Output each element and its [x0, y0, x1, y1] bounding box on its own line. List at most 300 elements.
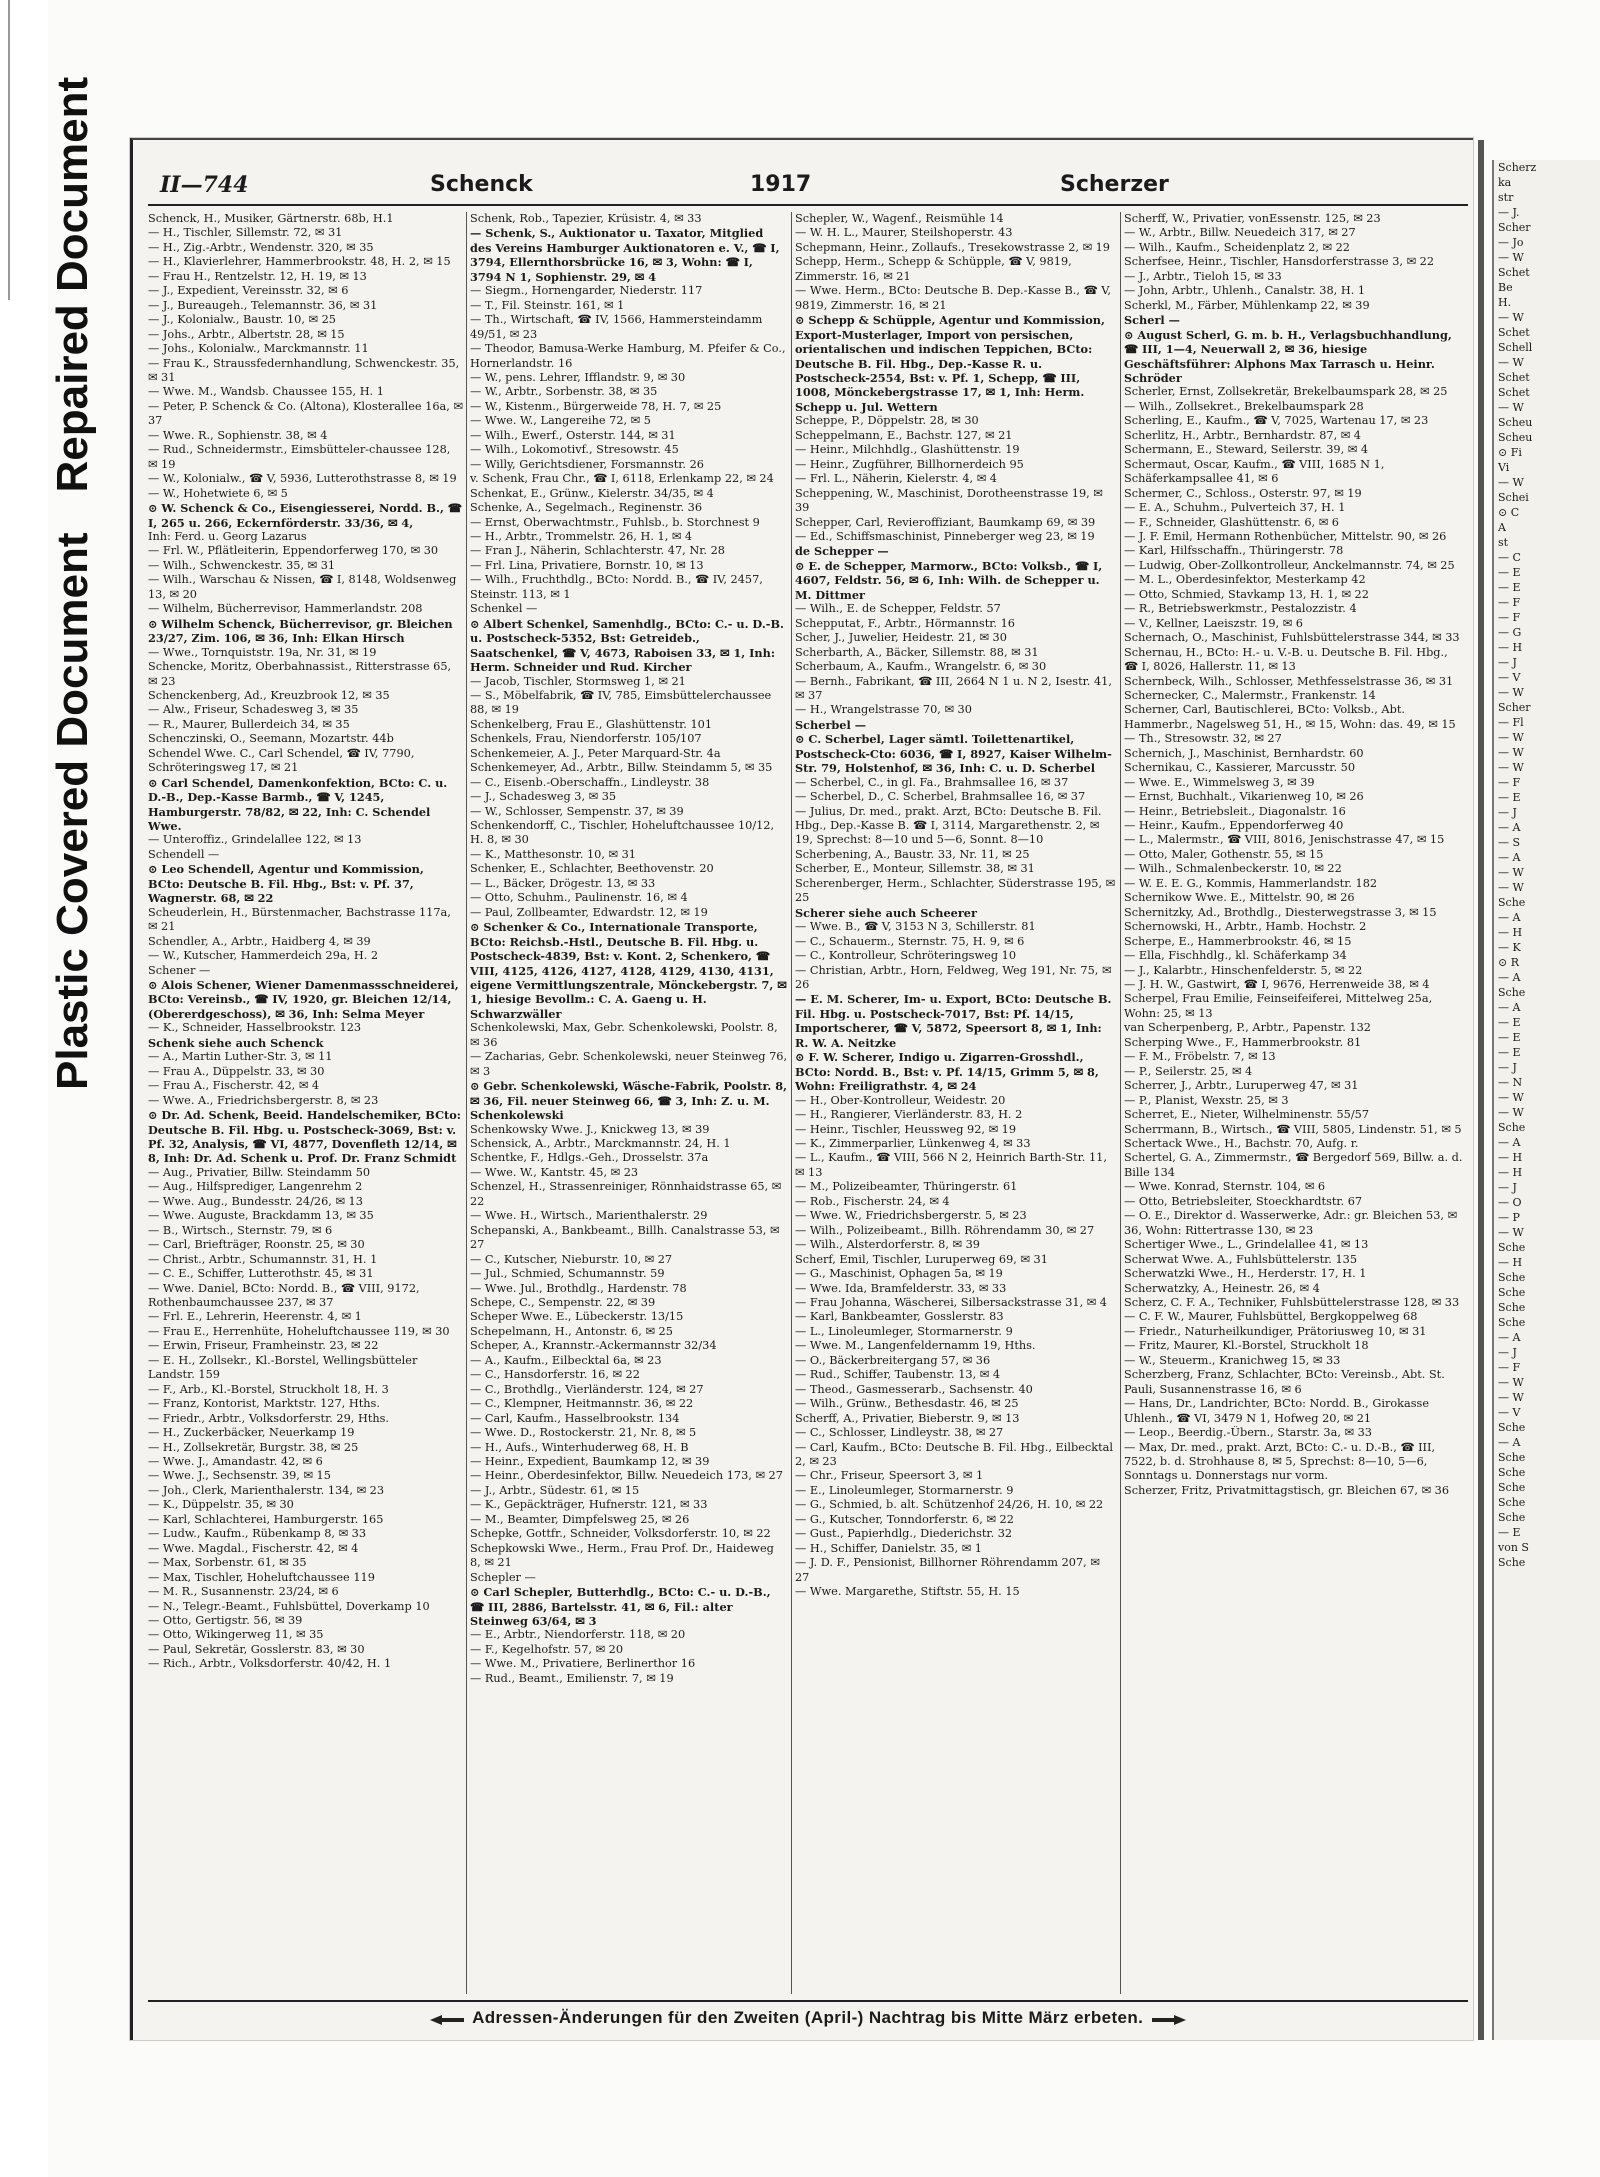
- adjacent-page-fragment-line: str: [1498, 191, 1514, 204]
- directory-entry: — Wwe. Aug., Bundesstr. 24/26, ✉ 13: [148, 1194, 363, 1208]
- directory-entry: Schenk siehe auch Schenck: [148, 1035, 324, 1050]
- adjacent-page-fragment-line: Sche: [1498, 1496, 1526, 1509]
- directory-entry: — Alw., Friseur, Schadesweg 3, ✉ 35: [148, 703, 359, 717]
- directory-entry: — Scherbel, C., in gl. Fa., Brahmsallee 16, ✉ 37: [795, 775, 1069, 789]
- adjacent-page-fragment-line: — W: [1498, 881, 1524, 894]
- directory-entry: — B., Wirtsch., Sternstr. 79, ✉ 6: [148, 1223, 333, 1237]
- directory-entry: — Ella, Fischhdlg., kl. Schäferkamp 34: [1124, 949, 1347, 963]
- directory-entry: Scherff, W., Privatier, vonEssenstr. 125, ✉ 23: [1124, 212, 1381, 225]
- directory-entry: Scherner, Carl, Bautischlerei, BCto: Volksb., Abt. Hammerbr., Nagelsweg 51, H., ✉ 15, Wohn: das. 49, ✉ 15: [1124, 703, 1456, 731]
- directory-entry: — J., Expedient, Vereinsstr. 32, ✉ 6: [148, 284, 349, 298]
- directory-entry: Schernitzky, Ad., Brothdlg., Diesterwegstrasse 3, ✉ 15: [1124, 905, 1437, 919]
- directory-entry: Schepler —: [470, 1570, 536, 1584]
- directory-entry: — Wwe. Daniel, BCto: Nordd. B., ☎ VIII, 9172, Rothenbaumchaussee 237, ✉ 37: [148, 1281, 420, 1309]
- adjacent-page-fragment-line: st: [1498, 536, 1509, 549]
- directory-entry: — Wilh., Alsterdorferstr. 8, ✉ 39: [795, 1238, 980, 1252]
- directory-entry: — H., Rangierer, Vierländerstr. 83, H. 2: [795, 1108, 1023, 1122]
- adjacent-page-fragment-line: ka: [1498, 176, 1512, 189]
- directory-entry: Scherret, E., Nieter, Wilhelminenstr. 55/57: [1124, 1108, 1370, 1122]
- adjacent-page-fragment-line: — J.: [1498, 206, 1520, 219]
- directory-entry: Schenczinski, O., Seemann, Mozartstr. 44b: [148, 732, 394, 746]
- adjacent-page-fragment-line: Schell: [1498, 341, 1533, 354]
- directory-entry: — C. F. W., Maurer, Fuhlsbüttel, Bergkoppelweg 68: [1124, 1310, 1418, 1324]
- directory-entry: — Wilh., Zollsekret., Brekelbaumspark 28: [1124, 399, 1364, 413]
- directory-entry: — Zacharias, Gebr. Schenkolewski, neuer Steinweg 76, ✉ 3: [470, 1050, 788, 1078]
- adjacent-page-fragment-line: Schet: [1498, 266, 1530, 279]
- adjacent-page-fragment-line: — E: [1498, 1031, 1521, 1044]
- directory-entry: — Chr., Friseur, Speersort 3, ✉ 1: [795, 1469, 984, 1483]
- directory-entry: Scheuderlein, H., Bürstenmacher, Bachstrasse 117a, ✉ 21: [148, 905, 451, 934]
- adjacent-page-fragment-line: — S: [1498, 836, 1521, 849]
- directory-entry: — Wwe. D., Rostockerstr. 21, Nr. 8, ✉ 5: [470, 1426, 697, 1440]
- directory-column-1: [148, 212, 463, 1994]
- directory-entry: — M. R., Susannenstr. 23/24, ✉ 6: [148, 1585, 339, 1599]
- directory-entry: Schernikau, C., Kassierer, Marcusstr. 50: [1124, 761, 1356, 775]
- footer-notice: Adressen-Änderungen für den Zweiten (April-) Nachtrag bis Mitte März erbeten.: [472, 2008, 1144, 2027]
- directory-entry: — Karl, Hilfsschaffn., Thüringerstr. 78: [1124, 544, 1344, 558]
- adjacent-page-fragment-line: — H: [1498, 1256, 1523, 1269]
- directory-entry: ⊙ August Scherl, G. m. b. H., Verlagsbuchhandlung, ☎ III, 1—4, Neuerwall 2, ✉ 36, hiesige Geschäftsführer: Alphons Max Tarrasch u. Heinr. Schröder: [1124, 327, 1452, 385]
- directory-entry: Schenck, H., Musiker, Gärtnerstr. 68b, H.1: [148, 212, 394, 225]
- header-year: 1917: [750, 172, 812, 197]
- adjacent-page-fragment-line: Schet: [1498, 386, 1530, 399]
- directory-entry: — S., Möbelfabrik, ☎ IV, 785, Eimsbüttelerchaussee 88, ✉ 19: [470, 688, 772, 717]
- side-banner-text: [48, 77, 98, 1090]
- directory-entry: Inh: Ferd. u. Georg Lazarus: [148, 529, 307, 543]
- directory-entry: — Frl. L., Näherin, Kielerstr. 4, ✉ 4: [795, 472, 997, 486]
- directory-entry: — E. H., Zollsekr., Kl.-Borstel, Wellingsbütteler Landstr. 159: [148, 1353, 418, 1382]
- adjacent-page-fragment-line: Sche: [1498, 1421, 1526, 1434]
- directory-entry: — H., Aufs., Winterhuderweg 68, H. B: [470, 1440, 689, 1454]
- directory-entry: Schepmann, Heinr., Zollaufs., Tresekowstrasse 2, ✉ 19: [795, 240, 1110, 254]
- directory-entry: — Wilh., E. de Schepper, Feldstr. 57: [795, 602, 1001, 616]
- adjacent-page-fragment-line: — E: [1498, 791, 1521, 804]
- footer-rule: [148, 2000, 1468, 2002]
- directory-entry: — C. E., Schiffer, Lutterothstr. 45, ✉ 31: [148, 1267, 374, 1281]
- directory-column-2: [470, 212, 788, 1994]
- directory-entry: — W., Kutscher, Hammerdeich 29a, H. 2: [148, 949, 379, 963]
- directory-entry: — Wwe. H., Wirtsch., Marienthalerstr. 29: [470, 1209, 708, 1223]
- directory-entry: — Carl, Briefträger, Roonstr. 25, ✉ 30: [148, 1238, 365, 1252]
- directory-entry: — Wilh., Ewerf., Osterstr. 144, ✉ 31: [470, 428, 676, 442]
- directory-entry: — F., Arb., Kl.-Borstel, Struckholt 18, H. 3: [148, 1382, 389, 1396]
- directory-entry: — Frl. W., Pflätleiterin, Eppendorferweg 170, ✉ 30: [148, 544, 439, 558]
- directory-entry: — L., Malermstr., ☎ VIII, 8016, Jenischstrasse 47, ✉ 15: [1124, 833, 1445, 847]
- directory-entry: — Otto, Maler, Gothenstr. 55, ✉ 15: [1124, 847, 1324, 861]
- directory-entry: — E. M. Scherer, Im- u. Export, BCto: Deutsche B. Fil. Hbg. u. Postscheck-7017, Bst: Pf. 14/15, Importscherer, ☎ V, 5872, Speersort 8, ✉ 1, Inh: R. W. A. Neitzke: [795, 992, 1112, 1050]
- directory-entry: — W. E. E. G., Kommis, Hammerlandstr. 182: [1124, 876, 1378, 890]
- directory-entry: — Rud., Schiffer, Taubenstr. 13, ✉ 4: [795, 1368, 1001, 1382]
- adjacent-page-fragment-line: Scher: [1498, 221, 1531, 234]
- adjacent-page-fragment-line: — A: [1498, 911, 1521, 924]
- directory-entry: — Wilh., Warschau & Nissen, ☎ I, 8148, Woldsenweg 13, ✉ 20: [148, 573, 457, 601]
- directory-entry: Scherping Wwe., F., Hammerbrookstr. 81: [1124, 1035, 1362, 1049]
- directory-entry: — Christian, Arbtr., Horn, Feldweg, Weg 191, Nr. 75, ✉ 26: [795, 963, 1112, 992]
- directory-entry: Schenzel, H., Strassenreiniger, Rönnhaidstrasse 65, ✉ 22: [470, 1180, 782, 1208]
- adjacent-page-fragment-line: — C: [1498, 551, 1521, 564]
- directory-entry: — Heinr., Kaufm., Eppendorferweg 40: [1124, 819, 1344, 833]
- directory-entry: Schepe, C., Sempenstr. 22, ✉ 39: [470, 1295, 656, 1309]
- directory-entry: Schener —: [148, 963, 211, 977]
- directory-entry: — P., Seilerstr. 25, ✉ 4: [1124, 1064, 1253, 1078]
- directory-entry: Scheppening, W., Maschinist, Dorotheenstrasse 19, ✉ 39: [795, 486, 1103, 515]
- directory-entry: — Heinr., Betriebsleit., Diagonalstr. 16: [1124, 804, 1346, 818]
- adjacent-page-fragment-line: — W: [1498, 761, 1524, 774]
- directory-entry: — C., Klempner, Heitmannstr. 36, ✉ 22: [470, 1397, 694, 1411]
- directory-entry: — Wwe. Magdal., Fischerstr. 42, ✉ 4: [148, 1541, 359, 1555]
- directory-entry: — Christ., Arbtr., Schumannstr. 31, H. 1: [148, 1252, 378, 1266]
- column-divider: [1120, 212, 1121, 1994]
- directory-entry: — K., Zimmerparlier, Lünkenweg 4, ✉ 33: [795, 1137, 1031, 1150]
- directory-entry: — Joh., Clerk, Marienthalerstr. 134, ✉ 23: [148, 1483, 385, 1497]
- directory-entry: — W., Kistenm., Bürgerweide 78, H. 7, ✉ 25: [470, 399, 722, 413]
- directory-entry: — J., Arbtr., Südestr. 61, ✉ 15: [470, 1483, 640, 1497]
- adjacent-page-fragment-line: Sche: [1498, 896, 1526, 909]
- adjacent-page-fragment-line: — V: [1498, 1406, 1521, 1419]
- directory-entry: ⊙ Gebr. Schenkolewski, Wäsche-Fabrik, Poolstr. 8, ✉ 36, Fil. neuer Steinweg 66, ☎ 3, Inh: Z. u. M. Schenkolewski: [470, 1079, 788, 1123]
- directory-entry: Scherwatzki Wwe., H., Herderstr. 17, H. 1: [1124, 1267, 1367, 1281]
- directory-entry: — Friedr., Arbtr., Volksdorferstr. 29, Hths.: [148, 1411, 390, 1425]
- directory-entry: — L., Kaufm., ☎ VIII, 566 N 2, Heinrich Barth-Str. 11, ✉ 13: [795, 1151, 1107, 1179]
- directory-entry: — K., Matthesonstr. 10, ✉ 31: [470, 847, 636, 861]
- directory-entry: — Wwe., Tornquiststr. 19a, Nr. 31, ✉ 19: [148, 645, 377, 659]
- directory-entry: — Frau E., Herrenhüte, Hoheluftchaussee 119, ✉ 30: [148, 1324, 450, 1338]
- directory-entry: — Wwe. Konrad, Sternstr. 104, ✉ 6: [1124, 1180, 1326, 1194]
- directory-entry: — H., Tischler, Sillemstr. 72, ✉ 31: [148, 226, 343, 240]
- directory-entry: — Rich., Arbtr., Volksdorferstr. 40/42, H. 1: [148, 1657, 392, 1671]
- directory-entry: Schermann, E., Steward, Seilerstr. 39, ✉ 4: [1124, 443, 1369, 457]
- directory-entry: Scheper, A., Krannstr.-Ackermannstr 32/34: [470, 1339, 717, 1353]
- directory-entry: Scherlitz, H., Arbtr., Bernhardstr. 87, ✉ 4: [1124, 428, 1361, 442]
- adjacent-page-fragment-line: — A: [1498, 971, 1521, 984]
- adjacent-page-fragment-line: — W: [1498, 1091, 1524, 1104]
- directory-entry: Scheppe, P., Döppelstr. 28, ✉ 30: [795, 414, 979, 428]
- directory-entry: — J., Schadesweg 3, ✉ 35: [470, 790, 617, 804]
- directory-entry: — G., Kutscher, Tonndorferstr. 6, ✉ 22: [795, 1512, 1014, 1526]
- adjacent-page-fragment-line: Scheu: [1498, 431, 1533, 444]
- directory-entry: — E., Linoleumleger, Stormarnerstr. 9: [795, 1483, 1014, 1497]
- directory-entry: — Fritz, Maurer, Kl.-Borstel, Struckholt 18: [1124, 1339, 1369, 1353]
- directory-entry: Scheppelmann, E., Bachstr. 127, ✉ 21: [795, 428, 1013, 442]
- directory-entry: Schenkendorff, C., Tischler, Hoheluftchaussee 10/12, H. 8, ✉ 30: [470, 819, 775, 847]
- adjacent-page-fragment-line: — V: [1498, 671, 1521, 684]
- directory-entry: — Wwe. Margarethe, Stiftstr. 55, H. 15: [795, 1585, 1020, 1599]
- directory-entry: — T., Fil. Steinstr. 161, ✉ 1: [470, 298, 625, 312]
- directory-entry: — R., Maurer, Bullerdeich 34, ✉ 35: [148, 717, 350, 731]
- directory-entry: — Otto, Schmied, Stavkamp 13, H. 1, ✉ 22: [1124, 587, 1369, 601]
- adjacent-page-fragment-line: Sche: [1498, 1556, 1526, 1569]
- directory-entry: — Wilh., Lokomotivf., Stresowstr. 45: [470, 443, 679, 457]
- side-banner: [0, 0, 97, 2177]
- adjacent-page-fragment-line: Sche: [1498, 1481, 1526, 1494]
- adjacent-page-fragment-line: — J: [1498, 656, 1517, 669]
- adjacent-page-fragment-line: — G: [1498, 626, 1522, 639]
- directory-entry: Schenkelberg, Frau E., Glashüttenstr. 101: [470, 717, 713, 731]
- directory-entry: — N., Telegr.-Beamt., Fuhlsbüttel, Doverkamp 10: [148, 1599, 430, 1613]
- directory-entry: Scherzer, Fritz, Privatmittagstisch, gr. Bleichen 67, ✉ 36: [1124, 1483, 1450, 1497]
- directory-entry: Scherkl, M., Färber, Mühlenkamp 22, ✉ 39: [1124, 298, 1370, 312]
- directory-entry: Schepputat, F., Arbtr., Hörmannstr. 16: [795, 616, 1015, 630]
- directory-entry: — W., pens. Lehrer, Ifflandstr. 9, ✉ 30: [470, 370, 686, 384]
- directory-entry: — H., Ober-Kontrolleur, Weidestr. 20: [795, 1093, 1006, 1107]
- directory-entry: Schernau, H., BCto: H.- u. V.-B. u. Deutsche B. Fil. Hbg., ☎ I, 8026, Hallerstr. 11, ✉ 13: [1124, 645, 1448, 674]
- directory-entry: — Aug., Privatier, Billw. Steindamm 50: [148, 1165, 371, 1179]
- directory-entry: Scherbaum, A., Kaufm., Wrangelstr. 6, ✉ 30: [795, 660, 1047, 674]
- directory-entry: Schenkemeier, A. J., Peter Marquard-Str. 4a: [470, 746, 721, 760]
- adjacent-page-fragment-line: — W: [1498, 401, 1524, 414]
- directory-entry: Schernowski, H., Arbtr., Hamb. Hochstr. 2: [1124, 920, 1367, 934]
- directory-entry: — H., Zig.-Arbtr., Wendenstr. 320, ✉ 35: [148, 240, 374, 254]
- directory-entry: — Frau K., Straussfedernhandlung, Schwenckestr. 35, ✉ 31: [148, 356, 460, 384]
- adjacent-page-fragment-line: — E: [1498, 566, 1521, 579]
- directory-column-3: [795, 212, 1117, 1994]
- directory-entry: — C., Eisenb.-Oberschaffn., Lindleystr. 38: [470, 775, 710, 789]
- directory-entry: — J. F. Emil, Hermann Rothenbücher, Mittelstr. 90, ✉ 26: [1124, 529, 1447, 543]
- directory-entry: van Scherpenberg, P., Arbtr., Papenstr. 132: [1124, 1021, 1371, 1035]
- directory-entry: — Wwe. J., Amandastr. 42, ✉ 6: [148, 1454, 323, 1468]
- directory-entry: — J., Arbtr., Tieloh 15, ✉ 33: [1124, 269, 1282, 283]
- directory-entry: — Th., Wirtschaft, ☎ IV, 1566, Hammersteindamm 49/51, ✉ 23: [470, 313, 763, 341]
- directory-entry: ⊙ Dr. Ad. Schenk, Beeid. Handelschemiker, BCto: Deutsche B. Fil. Hbg. u. Postscheck-3069, Bst: v. Pf. 32, Analysis, ☎ VI, 4877, Dovenfleth 12/14, ✉ 8, Inh: Dr. Ad. Schenk u. Prof. Dr. Franz Schmidt: [148, 1108, 461, 1166]
- directory-entry: — Wwe. W., Langereihe 72, ✉ 5: [470, 414, 651, 428]
- adjacent-page-fragment-line: — N: [1498, 1076, 1523, 1089]
- directory-entry: — M. L., Oberdesinfektor, Mesterkamp 42: [1124, 573, 1366, 587]
- directory-entry: — Schenk, S., Auktionator u. Taxator, Mitglied des Vereins Hamburger Auktionatoren e. V., ☎ I, 3794, Ellernthorsbrücke 16, ✉ 3, Wohn: ☎ I, 3794 N 1, Sophienstr. 29, ✉ 4: [470, 226, 780, 284]
- directory-entry: — Heinr., Expedient, Baumkamp 12, ✉ 39: [470, 1454, 710, 1468]
- directory-entry: — Friedr., Naturheilkundiger, Prätoriusweg 10, ✉ 31: [1124, 1324, 1427, 1338]
- directory-entry: — Otto, Betriebsleiter, Stoeckhardtstr. 67: [1124, 1194, 1363, 1208]
- adjacent-page-fragment-line: — A: [1498, 1331, 1521, 1344]
- directory-entry: — H., Wrangelstrasse 70, ✉ 30: [795, 703, 972, 717]
- adjacent-page-fragment-line: — W: [1498, 1376, 1524, 1389]
- directory-entry: Schepelmann, H., Antonstr. 6, ✉ 25: [470, 1324, 673, 1338]
- directory-entry: — G., Schmied, b. alt. Schützenhof 24/26, H. 10, ✉ 22: [795, 1498, 1104, 1512]
- directory-entry: Schermaut, Oscar, Kaufm., ☎ VIII, 1685 N 1, Schäferkampsallee 41, ✉ 6: [1124, 457, 1385, 486]
- directory-entry: — Franz, Kontorist, Marktstr. 127, Hths.: [148, 1397, 380, 1411]
- directory-entry: — Wwe. Herm., BCto: Deutsche B. Dep.-Kasse B., ☎ V, 9819, Zimmerstr. 16, ✉ 21: [795, 284, 1112, 312]
- directory-entry: ⊙ F. W. Scherer, Indigo u. Zigarren-Grosshdl., BCto: Nordd. B., Bst: v. Pf. 14/15, Grimm 5, ✉ 8, Wohn: Freiligrathstr. 4, ✉ 24: [795, 1050, 1099, 1094]
- directory-entry: — Bernh., Fabrikant, ☎ III, 2664 N 1 u. N 2, Isestr. 41, ✉ 37: [795, 674, 1112, 702]
- directory-entry: — Johs., Arbtr., Albertstr. 28, ✉ 15: [148, 327, 345, 341]
- directory-entry: — W., Hohetwiete 6, ✉ 5: [148, 486, 288, 500]
- directory-entry: — W., Arbtr., Billw. Neuedeich 317, ✉ 27: [1124, 226, 1356, 240]
- directory-entry: Scherbarth, A., Bäcker, Sillemstr. 88, ✉ 31: [795, 645, 1039, 659]
- directory-entry: Schertiger Wwe., L., Grindelallee 41, ✉ 13: [1124, 1238, 1369, 1252]
- directory-entry: Scherler, Ernst, Zollsekretär, Brekelbaumspark 28, ✉ 25: [1124, 385, 1448, 399]
- directory-entry: Schernikow Wwe. E., Mittelstr. 90, ✉ 26: [1124, 891, 1355, 905]
- directory-entry: — J. H. W., Gastwirt, ☎ I, 9676, Herrenweide 38, ✉ 4: [1124, 978, 1430, 992]
- directory-entry: — Ludw., Kaufm., Rübenkamp 8, ✉ 33: [148, 1527, 367, 1541]
- directory-entry: — E. A., Schuhm., Pulverteich 37, H. 1: [1124, 501, 1346, 515]
- directory-entry: — W., Steuerm., Kranichweg 15, ✉ 33: [1124, 1353, 1341, 1367]
- directory-entry: — Heinr., Oberdesinfektor, Billw. Neuedeich 173, ✉ 27: [470, 1469, 783, 1483]
- directory-entry: — A., Kaufm., Eilbecktal 6a, ✉ 23: [470, 1353, 662, 1367]
- adjacent-page-fragment-line: — J: [1498, 806, 1517, 819]
- directory-entry: — Wilh., Schmalenbeckerstr. 10, ✉ 22: [1124, 862, 1342, 876]
- directory-entry: Schentke, F., Hdlgs.-Geh., Drosselstr. 37a: [470, 1151, 709, 1165]
- directory-entry: Schenkolewski, Max, Gebr. Schenkolewski, Poolstr. 8, ✉ 36: [470, 1021, 778, 1049]
- directory-entry: — Carl, Kaufm., BCto: Deutsche B. Fil. Hbg., Eilbecktal 2, ✉ 23: [795, 1440, 1113, 1468]
- directory-entry: — K., Gepäckträger, Hufnerstr. 121, ✉ 33: [470, 1498, 708, 1512]
- directory-entry: — H., Zollsekretär, Burgstr. 38, ✉ 25: [148, 1440, 359, 1454]
- adjacent-page-fragment-line: Sche: [1498, 1451, 1526, 1464]
- directory-entry: — Jul., Schmied, Schumannstr. 59: [470, 1267, 665, 1281]
- directory-entry: Scherenberger, Herm., Schlachter, Süderstrasse 195, ✉ 25: [795, 876, 1116, 905]
- directory-entry: — Julius, Dr. med., prakt. Arzt, BCto: Deutsche B. Fil. Hbg., Dep.-Kasse B. ☎ I, 3114, Margarethenstr. 2, ✉ 19, Sprechst: 8—10 und 5—6, Sonnt. 8—10: [795, 804, 1102, 847]
- directory-entry: — K., Schneider, Hasselbrookstr. 123: [148, 1021, 362, 1035]
- directory-entry: — Wwe. Ida, Bramfelderstr. 33, ✉ 33: [795, 1281, 1007, 1295]
- header-rule: [148, 204, 1468, 206]
- directory-entry: — M., Polizeibeamter, Thüringerstr. 61: [795, 1180, 1018, 1194]
- directory-entry: — Frl. E., Lehrerin, Heerenstr. 4, ✉ 1: [148, 1310, 362, 1324]
- directory-entry: Scherling, E., Kaufm., ☎ V, 7025, Wartenau 17, ✉ 23: [1124, 414, 1429, 428]
- adjacent-page-fragment: [1492, 160, 1600, 2040]
- directory-entry: — Wilh., Polizeibeamt., Billh. Röhrendamm 30, ✉ 27: [795, 1223, 1095, 1237]
- directory-entry: — Frau A., Düppelstr. 33, ✉ 30: [148, 1064, 325, 1078]
- adjacent-page-fragment-line: Sche: [1498, 1286, 1526, 1299]
- adjacent-page-fragment-line: Schet: [1498, 326, 1530, 339]
- adjacent-page-fragment-line: — A: [1498, 1001, 1521, 1014]
- directory-entry: — J., Kalarbtr., Hinschenfelderstr. 5, ✉ 22: [1124, 963, 1363, 977]
- directory-entry: — M., Beamter, Dimpfelsweg 25, ✉ 26: [470, 1512, 690, 1526]
- adjacent-page-fragment-line: — F: [1498, 596, 1521, 609]
- directory-entry: Schertel, G. A., Zimmermstr., ☎ Bergedorf 569, Billw. a. d. Bille 134: [1124, 1151, 1463, 1179]
- directory-entry: — Jacob, Tischler, Stormsweg 1, ✉ 21: [470, 674, 686, 688]
- directory-entry: — Wwe. M., Privatiere, Berlinerthor 16: [470, 1657, 696, 1671]
- directory-entry: — Fran J., Näherin, Schlachterstr. 47, Nr. 28: [470, 544, 725, 558]
- directory-entry: Schencke, Moritz, Oberbahnassist., Ritterstrasse 65, ✉ 23: [148, 660, 452, 688]
- directory-entry: Scherrer, J., Arbtr., Luruperweg 47, ✉ 31: [1124, 1079, 1359, 1093]
- page-header: [150, 172, 1460, 206]
- directory-entry: — Peter, P. Schenck & Co. (Altona), Klosterallee 16a, ✉ 37: [148, 399, 463, 428]
- directory-entry: — W. H. L., Maurer, Steilshoperstr. 43: [795, 226, 1013, 240]
- directory-entry: Schenkemeyer, Ad., Arbtr., Billw. Steindamm 5, ✉ 35: [470, 761, 773, 775]
- adjacent-page-fragment-line: ⊙ C: [1498, 506, 1520, 519]
- adjacent-page-fragment-line: — E: [1498, 581, 1521, 594]
- directory-entry: Schernbeck, Wilh., Schlosser, Methfesselstrasse 36, ✉ 31: [1124, 674, 1454, 688]
- adjacent-page-fragment-line: von S: [1498, 1541, 1529, 1554]
- directory-entry: Schepler, W., Wagenf., Reismühle 14: [795, 212, 1004, 225]
- directory-entry: — Karl, Schlachterei, Hamburgerstr. 165: [148, 1512, 384, 1526]
- directory-entry: — V., Kellner, Laeiszstr. 19, ✉ 6: [1124, 616, 1303, 630]
- directory-entry: Scherz, C. F. A., Techniker, Fuhlsbüttelerstrasse 128, ✉ 33: [1124, 1295, 1460, 1309]
- directory-entry: — Ernst, Oberwachtmstr., Fuhlsb., b. Storchnest 9: [470, 515, 760, 529]
- directory-entry: — Frau Johanna, Wäscherei, Silbersackstrasse 31, ✉ 4: [795, 1295, 1107, 1309]
- directory-entry: Scherer siehe auch Scheerer: [795, 905, 977, 920]
- adjacent-page-fragment-line: Schei: [1498, 491, 1529, 504]
- pointing-hand-right-icon: [1148, 2012, 1188, 2026]
- directory-entry: ⊙ Wilhelm Schenck, Bücherrevisor, gr. Bleichen 23/27, Zim. 106, ✉ 36, Inh: Elkan Hirsch: [148, 616, 453, 646]
- header-right-guide-word: Scherzer: [1060, 172, 1169, 197]
- directory-entry: Schermer, C., Schloss., Osterstr. 97, ✉ 19: [1124, 486, 1362, 500]
- column-divider: [791, 212, 792, 1994]
- directory-entry: Schenkel —: [470, 602, 538, 616]
- adjacent-page-fragment-line: Sche: [1498, 986, 1526, 999]
- page-number: II—744: [160, 172, 249, 198]
- adjacent-page-fragment-line: Scher: [1498, 701, 1531, 714]
- adjacent-page-fragment-line: Scheu: [1498, 416, 1533, 429]
- directory-entry: Scherber, E., Monteur, Sillemstr. 38, ✉ 31: [795, 862, 1035, 876]
- directory-entry: — C., Schauerm., Sternstr. 75, H. 9, ✉ 6: [795, 934, 1025, 948]
- directory-entry: ⊙ Leo Schendell, Agentur und Kommission, BCto: Deutsche B. Fil. Hbg., Bst: v. Pf. 37, Wagnerstr. 68, ✉ 22: [148, 862, 424, 906]
- directory-entry: — Gust., Papierhdlg., Diederichstr. 32: [795, 1527, 1013, 1541]
- directory-entry: — H., Klavierlehrer, Hammerbrookstr. 48, H. 2, ✉ 15: [148, 255, 451, 269]
- directory-entry: Scherwat Wwe. A., Fuhlsbüttelerstr. 135: [1124, 1252, 1358, 1266]
- adjacent-page-fragment-line: — W: [1498, 1226, 1524, 1239]
- directory-entry: — Wilh., Fruchthdlg., BCto: Nordd. B., ☎ IV, 2457, Steinstr. 113, ✉ 1: [470, 573, 763, 601]
- directory-entry: Schepp, Herm., Schepp & Schüpple, ☎ V, 9819, Zimmerstr. 16, ✉ 21: [795, 255, 1072, 283]
- adjacent-page-fragment-line: — J: [1498, 1061, 1517, 1074]
- directory-entry: Scherbening, A., Baustr. 33, Nr. 11, ✉ 25: [795, 847, 1030, 861]
- directory-entry: — Otto, Wikingerweg 11, ✉ 35: [148, 1628, 324, 1642]
- adjacent-page-fragment-line: — J: [1498, 1181, 1517, 1194]
- directory-entry: Schepke, Gottfr., Schneider, Volksdorferstr. 10, ✉ 22: [470, 1527, 771, 1541]
- directory-entry: ⊙ Alois Schener, Wiener Damenmassschneiderei, BCto: Vereinsb., ☎ IV, 1920, gr. Bleichen 12/14, (Obererdgeschoss), ✉ 36, Inh: Selma Meyer: [148, 978, 459, 1021]
- adjacent-page-fragment-line: — A: [1498, 1136, 1521, 1149]
- directory-entry: — Max, Tischler, Hoheluftchaussee 119: [148, 1570, 375, 1584]
- directory-entry: Schenkels, Frau, Niendorferstr. 105/107: [470, 732, 702, 746]
- directory-entry: — C., Brothdlg., Vierländerstr. 124, ✉ 27: [470, 1382, 704, 1396]
- adjacent-page-fragment-line: Schet: [1498, 371, 1530, 384]
- directory-entry: — Otto, Gertigstr. 56, ✉ 39: [148, 1613, 303, 1627]
- directory-entry: — Unteroffiz., Grindelallee 122, ✉ 13: [148, 833, 362, 847]
- directory-entry: Schendel Wwe. C., Carl Schendel, ☎ IV, 7790, Schröteringsweg 17, ✉ 21: [148, 746, 415, 775]
- directory-entry: ⊙ Schenker & Co., Internationale Transporte, BCto: Reichsb.-Hstl., Deutsche B. Fil. Hbg. u. Postscheck-4839, Bst: v. Kont. 2, Schenkero, ☎ VIII, 4125, 4126, 4127, 4128, 4129, 4130, 4131, eigene Vermittlungszentrale, Mönckebergstr. 7, ✉ 1, hiesige Bevollm.: C. A. Gaeng u. H. Schwarzwäller: [470, 920, 787, 1021]
- directory-entry: — H., Zuckerbäcker, Neuerkamp 19: [148, 1426, 355, 1440]
- directory-entry: — Theod., Gasmesserarb., Sachsenstr. 40: [795, 1382, 1033, 1396]
- directory-entry: — O. E., Direktor d. Wasserwerke, Adr.: gr. Bleichen 53, ✉ 36, Wohn: Rittertrasse 130, ✉ 23: [1124, 1209, 1458, 1237]
- directory-entry: Scherl —: [1124, 313, 1180, 328]
- directory-entry: — Wwe. Auguste, Brackdamm 13, ✉ 35: [148, 1209, 374, 1223]
- directory-entry: Schenk, Rob., Tapezier, Krüsistr. 4, ✉ 33: [470, 212, 702, 225]
- directory-entry: Schendler, A., Arbtr., Haidberg 4, ✉ 39: [148, 934, 371, 948]
- directory-entry: Schernich, J., Maschinist, Bernhardstr. 60: [1124, 746, 1364, 760]
- adjacent-page-fragment-line: — W: [1498, 311, 1524, 324]
- directory-entry: — Willy, Gerichtsdiener, Forsmannstr. 26: [470, 457, 704, 471]
- directory-entry: — W., Arbtr., Sorbenstr. 38, ✉ 35: [470, 385, 658, 399]
- directory-entry: ⊙ Carl Schendel, Damenkonfektion, BCto: C. u. D.-B., Dep.-Kasse Barmb., ☎ V, 1245, Hamburgerstr. 78/82, ✉ 22, Inh: C. Schendel Wwe.: [148, 775, 448, 834]
- directory-entry: — K., Düppelstr. 35, ✉ 30: [148, 1498, 294, 1512]
- directory-entry: — Wwe. M., Wandsb. Chaussee 155, H. 1: [148, 385, 384, 399]
- directory-entry: — Max, Sorbenstr. 61, ✉ 35: [148, 1556, 307, 1570]
- adjacent-page-fragment-line: Sche: [1498, 1271, 1526, 1284]
- adjacent-page-fragment-line: — A: [1498, 821, 1521, 834]
- directory-entry: Scherbel —: [795, 717, 866, 732]
- adjacent-page-fragment-line: ⊙ R: [1498, 956, 1519, 969]
- directory-entry: — C., Schlosser, Lindleystr. 38, ✉ 27: [795, 1426, 1004, 1440]
- adjacent-page-fragment-line: — F: [1498, 776, 1521, 789]
- directory-entry: — H., Arbtr., Trommelstr. 26, H. 1, ✉ 4: [470, 529, 693, 543]
- directory-entry: — Otto, Schuhm., Paulinenstr. 16, ✉ 4: [470, 891, 688, 905]
- directory-entry: — Leop., Beerdig.-Übern., Starstr. 3a, ✉ 33: [1124, 1426, 1372, 1440]
- directory-entry: — J. D. F., Pensionist, Billhorner Röhrendamm 207, ✉ 27: [795, 1556, 1100, 1584]
- directory-entry: — Heinr., Tischler, Heussweg 92, ✉ 19: [795, 1122, 1017, 1136]
- directory-entry: — W., Kolonialw., ☎ V, 5936, Lutterothstrasse 8, ✉ 19: [148, 472, 457, 486]
- adjacent-page-fragment-line: Sche: [1498, 1121, 1526, 1134]
- directory-entry: — F., Schneider, Glashüttenstr. 6, ✉ 6: [1124, 515, 1339, 529]
- adjacent-page-fragment-line: — H: [1498, 926, 1523, 939]
- adjacent-page-fragment-line: Sche: [1498, 1316, 1526, 1329]
- directory-entry: Schernach, O., Maschinist, Fuhlsbüttelerstrasse 344, ✉ 33: [1124, 631, 1460, 645]
- directory-entry: Scherf, Emil, Tischler, Luruperweg 69, ✉ 31: [795, 1252, 1048, 1266]
- directory-entry: de Schepper —: [795, 544, 889, 559]
- directory-entry: — Wwe. W., Kantstr. 45, ✉ 23: [470, 1165, 639, 1179]
- directory-entry: — Theodor, Bamusa-Werke Hamburg, M. Pfeifer & Co., Hornerlandstr. 16: [470, 342, 786, 370]
- adjacent-page-fragment-line: — J: [1498, 1346, 1517, 1359]
- adjacent-page-fragment-line: Be: [1498, 281, 1513, 294]
- directory-entry: Schepkowski Wwe., Herm., Frau Prof. Dr., Haideweg 8, ✉ 21: [470, 1541, 774, 1570]
- directory-entry: Schepper, Carl, Revieroffiziant, Baumkamp 69, ✉ 39: [795, 515, 1096, 529]
